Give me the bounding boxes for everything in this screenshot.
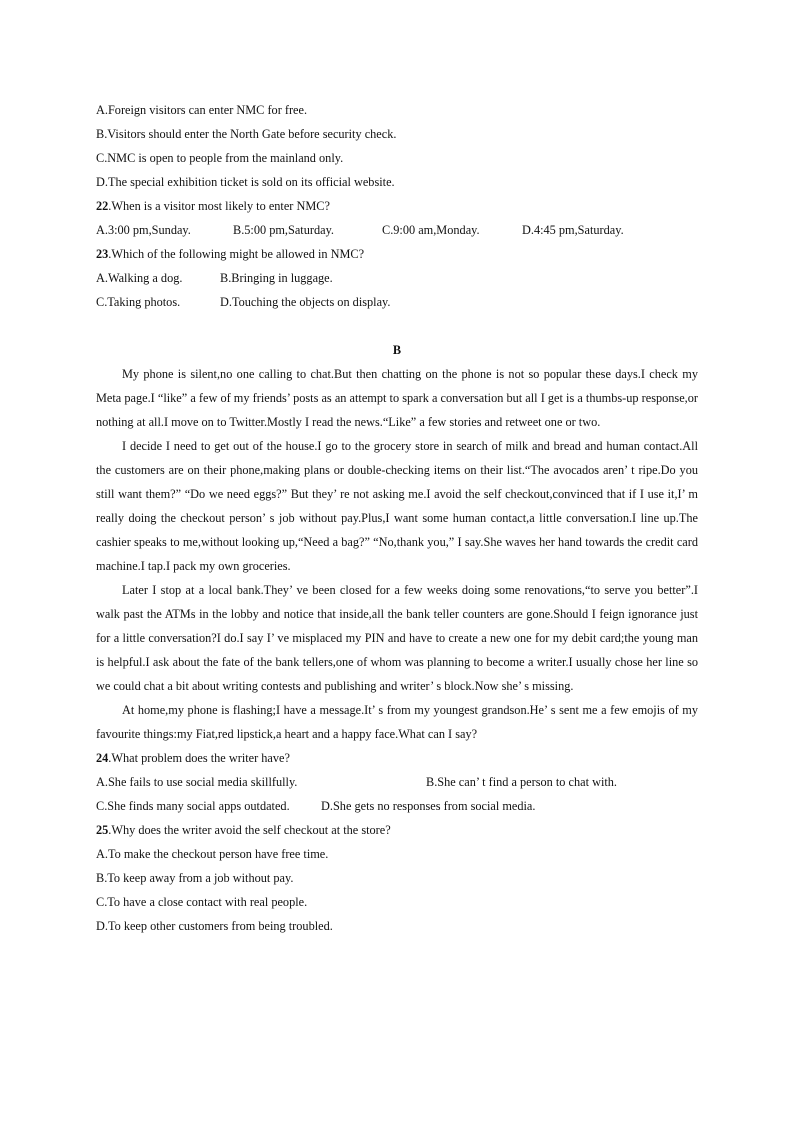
passage-paragraph-4: At home,my phone is flashing;I have a message.It’ s from my youngest grandson.He’ s sent me a few emojis of my favourite things:my Fiat,red lipstick,a heart and a happy face.What can I say?: [96, 703, 698, 741]
q24-option-c: C.She finds many social apps outdated.: [96, 799, 290, 813]
passage-paragraph-1: My phone is silent,no one calling to chat.But then chatting on the phone is not so popular these days.I check my Meta page.I “like” a few of my friends’ posts as an attempt to spark a conversation but all I get is a thumbs-up response,or nothing at all.I move on to Twitter.Mostly I read the news.“Like” a few stories and retweet one or two.: [96, 367, 698, 429]
q24-option-d: D.She gets no responses from social media.: [321, 799, 536, 813]
q22-option-c: C.9:00 am,Monday.: [382, 223, 480, 237]
q23-options-row1: [96, 266, 698, 290]
q22-text: .When is a visitor most likely to enter NMC?: [108, 199, 330, 213]
q21-option-b: B.Visitors should enter the North Gate before security check.: [96, 127, 397, 141]
q23-option-d: D.Touching the objects on display.: [220, 295, 391, 309]
q24-options-row2: [96, 794, 698, 818]
section-b-title: B: [392, 343, 402, 357]
q24-stem: [96, 746, 698, 770]
passage-paragraph-2: I decide I need to get out of the house.I go to the grocery store in search of milk and bread and human contact.All the customers are on their phone,making plans or double-checking items on their list.“The avocados aren’ t ripe.Do you still want them?” “Do we need eggs?” But they’ re not asking me.I avoid the self checkout,convinced that if I use it,I’ m really doing the checkout person’ s job without pay.Plus,I want some human contact,a little conversation.I line up.The cashier speaks to me,without looking up,“Need a bag?” “No,thank you,” I say.She waves her hand towards the credit card machine.I tap.I pack my own groceries.: [96, 439, 698, 573]
q24-number: 24: [96, 751, 109, 765]
q22-number: 22: [96, 199, 109, 213]
q22-stem: [96, 194, 698, 218]
passage-paragraph-3: Later I stop at a local bank.They’ ve been closed for a few weeks doing some renovations,“to serve you better”.I walk past the ATMs in the lobby and notice that inside,all the bank teller counters are gone.Should I feign ignorance just for a little conversation?I do.I say I’ ve misplaced my PIN and have to create a new one for my debit card;the young man is helpful.I ask about the fate of the bank tellers,one of whom was planning to become a writer.I usually chose her line so we could chat a bit about writing contests and publishing and writer’ s block.Now she’ s missing.: [96, 583, 698, 693]
q24-options-row1: [96, 770, 698, 794]
q23-stem: [96, 242, 698, 266]
q25-option-a: A.To make the checkout person have free time.: [96, 847, 329, 861]
q23-number: 23: [96, 247, 109, 261]
q22-option-b: B.5:00 pm,Saturday.: [233, 223, 334, 237]
q25-option-b: B.To keep away from a job without pay.: [96, 871, 294, 885]
q22-option-d: D.4:45 pm,Saturday.: [522, 223, 624, 237]
q21-option-c: C.NMC is open to people from the mainland only.: [96, 151, 344, 165]
q24-text: .What problem does the writer have?: [108, 751, 290, 765]
q23-options-row2: [96, 290, 698, 314]
q24-option-a: A.She fails to use social media skillfully.: [96, 775, 298, 789]
q23-text: .Which of the following might be allowed in NMC?: [108, 247, 365, 261]
q25-stem: [96, 818, 698, 842]
q23-option-c: C.Taking photos.: [96, 295, 181, 309]
q21-option-a: A.Foreign visitors can enter NMC for free.: [96, 103, 308, 117]
q25-number: 25: [96, 823, 109, 837]
q24-option-b: B.She can’ t find a person to chat with.: [426, 775, 618, 789]
q23-option-b: B.Bringing in luggage.: [220, 271, 333, 285]
q25-option-c: C.To have a close contact with real people.: [96, 895, 308, 909]
q25-text: .Why does the writer avoid the self checkout at the store?: [108, 823, 391, 837]
q25-option-d: D.To keep other customers from being troubled.: [96, 919, 333, 933]
q23-option-a: A.Walking a dog.: [96, 271, 183, 285]
q22-options: [96, 218, 698, 242]
q22-option-a: A.3:00 pm,Sunday.: [96, 223, 191, 237]
exam-page: [96, 98, 698, 938]
q21-option-d: D.The special exhibition ticket is sold on its official website.: [96, 175, 395, 189]
